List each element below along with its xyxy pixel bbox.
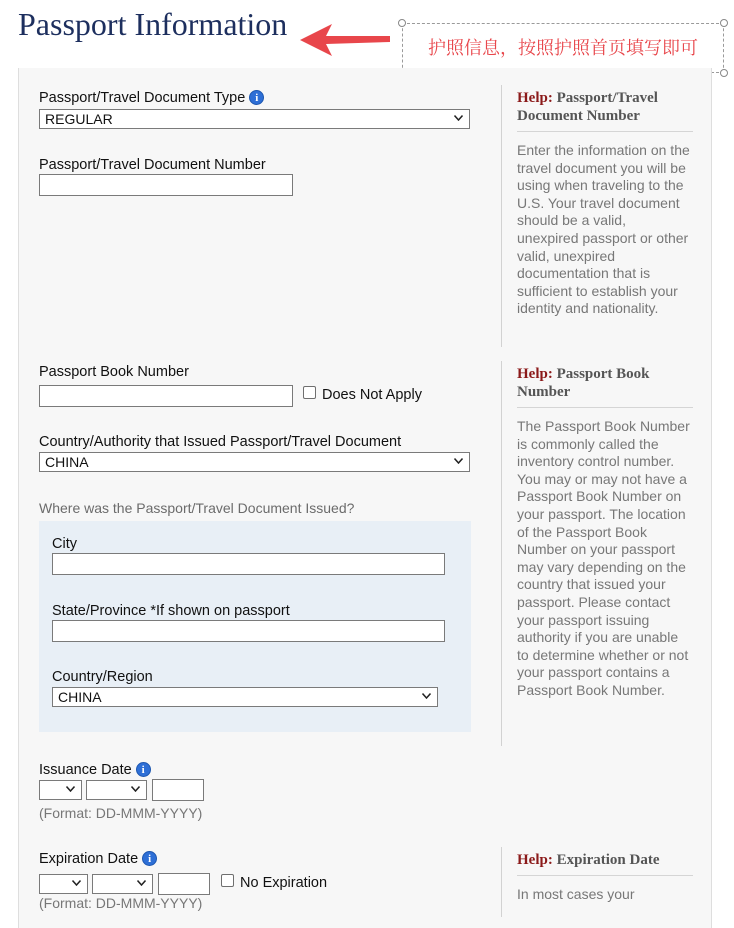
annotation-handle[interactable] (720, 19, 728, 27)
expiration-date-field (39, 851, 157, 867)
help-title-text: Expiration Date (556, 852, 660, 868)
help-prefix: Help: (517, 366, 553, 382)
info-icon[interactable]: i (136, 762, 151, 777)
issued-where-box (39, 521, 471, 732)
issuance-month-select[interactable] (86, 780, 147, 800)
chevron-down-icon (454, 458, 463, 464)
chevron-down-icon (454, 115, 463, 121)
help-panel-doc-number (501, 85, 693, 347)
info-icon[interactable]: i (142, 851, 157, 866)
issued-country-value: CHINA (58, 689, 102, 705)
doc-type-field (39, 90, 264, 106)
issuance-day-select[interactable] (39, 780, 82, 800)
no-expiration-checkbox[interactable] (221, 874, 234, 887)
state-input[interactable] (52, 620, 445, 642)
doc-type-select[interactable] (39, 109, 470, 129)
help-title-text: Passport/Travel Document Number (517, 90, 658, 124)
help-panel-book-number (501, 361, 693, 746)
chevron-down-icon (422, 693, 431, 699)
book-number-label: Passport Book Number (39, 364, 189, 380)
book-number-does-not-apply-checkbox[interactable] (303, 386, 316, 399)
issued-country-select[interactable] (52, 687, 438, 707)
issuing-country-select[interactable] (39, 452, 470, 472)
help-title (517, 89, 693, 132)
issuance-year-input[interactable] (152, 779, 204, 801)
page-title: Passport Information (18, 6, 288, 42)
state-label: State/Province *If shown on passport (52, 603, 290, 619)
red-arrow-icon (300, 22, 392, 58)
help-text: Enter the information on the travel document you will be using when traveling to the U.S. Your travel document should be a valid, unexpired passport or other valid, unexpired documentation that is sufficient to establish your identity and nationality. (517, 142, 690, 317)
city-label: City (52, 536, 77, 552)
expiration-date-format: (Format: DD-MMM-YYYY) (39, 895, 203, 911)
issued-where-question: Where was the Passport/Travel Document Issued? (39, 500, 355, 516)
book-number-input[interactable] (39, 385, 293, 407)
help-panel-expiration-date (501, 847, 693, 917)
chevron-down-icon (66, 786, 75, 792)
annotation-handle[interactable] (398, 19, 406, 27)
expiration-date-label: Expiration Date (39, 851, 139, 867)
help-text: In most cases your (517, 886, 635, 902)
doc-number-input[interactable] (39, 174, 293, 196)
help-prefix: Help: (517, 852, 553, 868)
city-input[interactable] (52, 553, 445, 575)
expiration-month-select[interactable] (92, 874, 153, 894)
help-title-text: Passport Book Number (517, 366, 650, 400)
doc-type-label: Passport/Travel Document Type (39, 90, 246, 106)
info-icon[interactable]: i (249, 90, 264, 105)
issuance-date-label: Issuance Date (39, 762, 132, 778)
issuing-country-value: CHINA (45, 454, 89, 470)
chevron-down-icon (72, 880, 81, 886)
help-prefix: Help: (517, 90, 553, 106)
chevron-down-icon (131, 786, 140, 792)
help-title (517, 851, 693, 876)
expiration-year-input[interactable] (158, 873, 210, 895)
doc-type-value: REGULAR (45, 111, 113, 127)
issuing-country-label: Country/Authority that Issued Passport/Travel Document (39, 434, 402, 450)
issued-country-label: Country/Region (52, 669, 153, 685)
help-title (517, 365, 693, 408)
help-text: The Passport Book Number is commonly called the inventory control number. You may or may not have a Passport Book Number on your passport. The location of the Passport Book Number on your passport may vary depending on the country that issued your passport. Please contact your passport issuing authority if you are unable to determine whether or not your passport contains a Passport Book Number. (517, 418, 690, 698)
passport-form-panel (18, 68, 712, 928)
chevron-down-icon (137, 880, 146, 886)
issuance-date-format: (Format: DD-MMM-YYYY) (39, 805, 203, 821)
expiration-day-select[interactable] (39, 874, 88, 894)
annotation-note: 护照信息，按照护照首页填写即可 (402, 23, 724, 73)
doc-number-label: Passport/Travel Document Number (39, 157, 266, 173)
annotation-handle[interactable] (720, 69, 728, 77)
does-not-apply-label: Does Not Apply (322, 387, 422, 403)
issuance-date-field (39, 762, 151, 778)
no-expiration-label: No Expiration (240, 875, 328, 891)
